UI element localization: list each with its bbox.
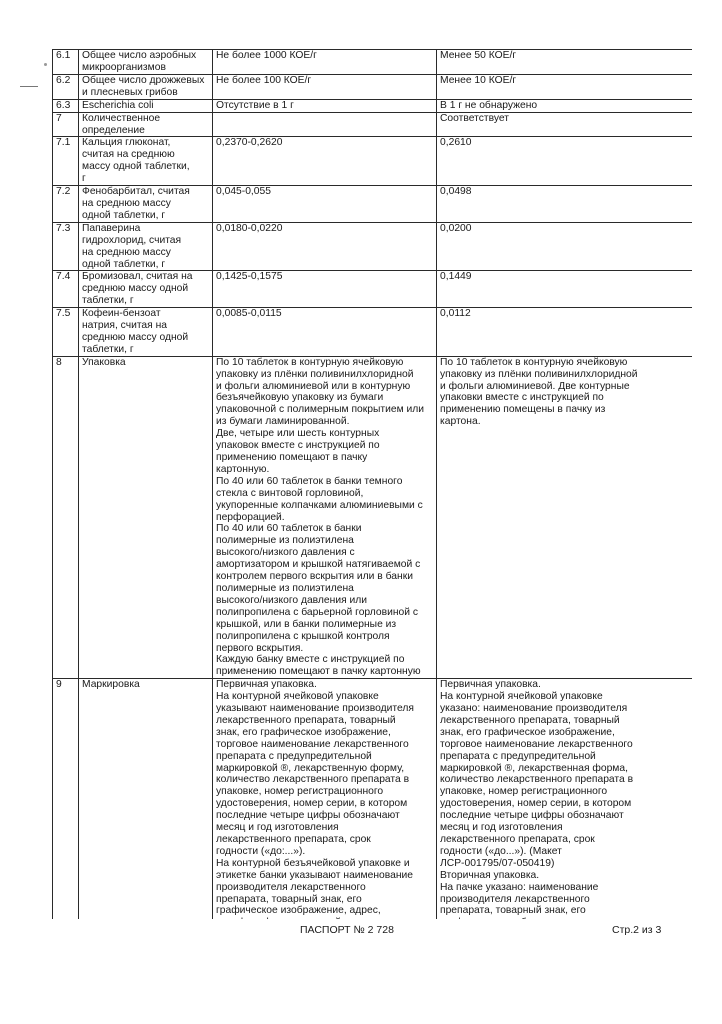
row-number: 7.4 [53,271,79,308]
parameter-name: Папаверина гидрохлорид, считая на среднюю массу одной таблетки, г [79,222,213,271]
row-number: 8 [53,356,79,678]
table-row [53,112,693,137]
row-number: 7.3 [53,222,79,271]
row-number: 7 [53,112,79,137]
table-row [53,222,693,271]
norm-value: 0,0085-0,0115 [213,308,437,357]
norm-value: Не более 1000 КОЕ/г [213,50,437,75]
result-value: По 10 таблеток в контурную ячейковую упаковку из плёнки поливинилхлоридной и фольги алюминиевой. Две контурные упаковки вместе с инструкцией по применению помещены в пачку из картона. [437,356,693,678]
row-number: 6.1 [53,50,79,75]
row-number: 7.1 [53,137,79,186]
parameter-name: Упаковка [79,356,213,678]
parameter-name: Фенобарбитал, считая на среднюю массу одной таблетки, г [79,186,213,223]
table-row [53,137,693,186]
scan-artifact-dot [44,63,47,66]
result-value: 0,0498 [437,186,693,223]
table-row [53,74,693,99]
scan-artifact-line [20,86,38,87]
passport-number: ПАСПОРТ № 2 728 [300,924,394,936]
norm-value: 0,2370-0,2620 [213,137,437,186]
table-row [53,50,693,75]
result-value: 0,2610 [437,137,693,186]
table-row [53,186,693,223]
result-value: Менее 10 КОЕ/г [437,74,693,99]
norm-value: Первичная упаковка. На контурной ячейковой упаковке указывают наименование производителя лекарственного препарата, товарный знак, его графическое изображение, торговое наименование лекарственного препарата с предупредительной маркировкой ®, лекарственную форму, количество лекарственного препарата в упаковке, номер регистрационного удостоверения, номер серии, в котором последние четыре цифры обозначают месяц и год изготовления лекарственного препарата, срок годности («до:...»). На контурной безъячейковой упаковке и этикетке банки указывают наименование производителя лекарственного препарата, товарный знак, его графическое изображение, адрес, [213,679,437,919]
parameter-name: Общее число аэробных микроорганизмов [79,50,213,75]
row-number: 7.2 [53,186,79,223]
parameter-name: Escherichia coli [79,99,213,112]
result-value: 0,1449 [437,271,693,308]
passport-table-container [52,49,692,919]
row-number: 7.5 [53,308,79,357]
parameter-name: Общее число дрожжевых и плесневых грибов [79,74,213,99]
table-row [53,679,693,919]
result-value: 0,0112 [437,308,693,357]
norm-value: 0,0180-0,0220 [213,222,437,271]
norm-value: 0,1425-0,1575 [213,271,437,308]
parameter-name: Количественное определение [79,112,213,137]
table-row [53,308,693,357]
result-value: Первичная упаковка. На контурной ячейковой упаковке указано: наименование производителя лекарственного препарата, товарный знак, его графическое изображение, торговое наименование лекарственного препарата с предупредительной маркировкой ®, лекарственная форма, количество лекарственного препарата в упаковке, номер регистрационного удостоверения, номер серии, в котором последние четыре цифры обозначают месяц и год изготовления лекарственного препарата, срок годности («до...»). (Макет ЛСР-001795/07-050419) Вторичная упаковка. На пачке указано: наименование производителя лекарственного препарата, товарный знак, его [437,679,693,919]
norm-value: По 10 таблеток в контурную ячейковую упаковку из плёнки поливинилхлоридной и фольги алюминиевой или в контурную безъячейковую упаковку из бумаги упаковочной с полимерным покрытием или из бумаги ламинированной. Две, четыре или шесть контурных упаковок вместе с инструкцией по применению помещают в пачку картонную. По 40 или 60 таблеток в банки темного стекла с винтовой горловиной, укупоренные колпачками алюминиевыми с перфорацией. По 40 или 60 таблеток в банки полимерные из полиэтилена высокого/низкого давления с амортизатором и крышкой натягиваемой с контролем первого вскрытия или в банки полимерные из полиэтилена высокого/низкого давления или полипропилена с барьерной горловиной с крышкой, или в банки полимерные из полипропилена с крышкой контроля первого вскрытия. Каждую банку вместе с инструкцией по применению помещают в пачку картонную [213,356,437,678]
row-number: 6.3 [53,99,79,112]
page-number: Стр.2 из 3 [612,924,662,936]
parameter-name: Бромизовал, считая на среднюю массу одной таблетки, г [79,271,213,308]
specification-table [52,49,692,919]
row-number: 9 [53,679,79,919]
norm-value: 0,045-0,055 [213,186,437,223]
result-value: Соответствует [437,112,693,137]
norm-value [213,112,437,137]
parameter-name: Кофеин-бензоат натрия, считая на среднюю массу одной таблетки, г [79,308,213,357]
result-value: В 1 г не обнаружено [437,99,693,112]
table-row [53,271,693,308]
row-number: 6.2 [53,74,79,99]
parameter-name: Кальция глюконат, считая на среднюю массу одной таблетки, г [79,137,213,186]
parameter-name: Маркировка [79,679,213,919]
norm-value: Не более 100 КОЕ/г [213,74,437,99]
norm-value: Отсутствие в 1 г [213,99,437,112]
table-row [53,356,693,678]
result-value: Менее 50 КОЕ/г [437,50,693,75]
table-row [53,99,693,112]
result-value: 0,0200 [437,222,693,271]
